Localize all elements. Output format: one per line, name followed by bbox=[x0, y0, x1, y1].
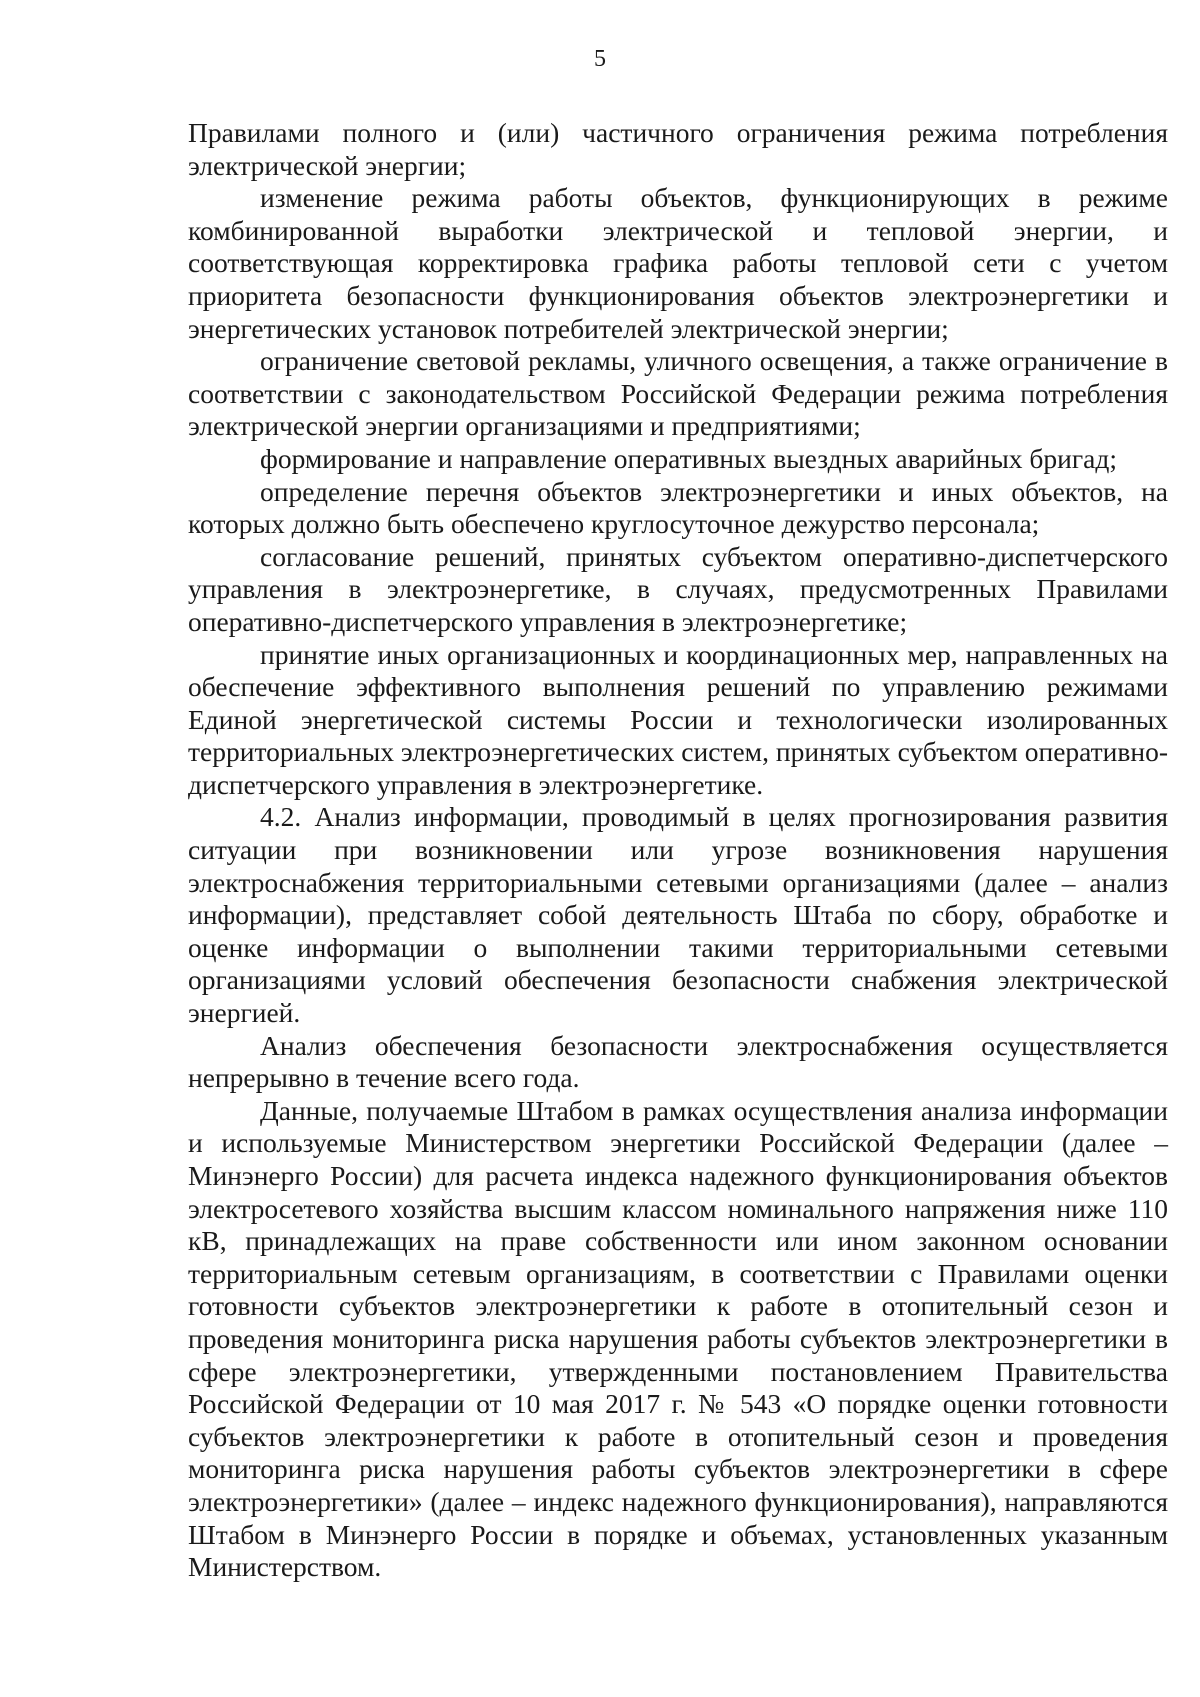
section-paragraph-4-2: 4.2. Анализ информации, проводимый в целях прогнозирования развития ситуации при возникновении или угрозе возникновения нарушения электроснабжения территориальными сетевыми организациями (далее – анализ информации), представляет собой деятельность Штаба по сбору, обработке и оценке информации о выполнении такими территориальными сетевыми организациями условий обеспечения безопасности снабжения электрической энергией. bbox=[188, 801, 1168, 1029]
paragraph: Правилами полного и (или) частичного ограничения режима потребления электрической энергии; bbox=[188, 117, 1168, 181]
paragraph: изменение режима работы объектов, функционирующих в режиме комбинированной выработки электрической и тепловой энергии, и соответствующая корректировка графика работы тепловой сети с учетом приоритета безопасности функционирования объектов электроэнергетики и энергетических установок потребителей электрической энергии; bbox=[188, 182, 1168, 344]
paragraph: согласование решений, принятых субъектом оперативно-диспетчерского управления в электроэнергетике, в случаях, предусмотренных Правилами оперативно-диспетчерского управления в электроэнергетике; bbox=[188, 540, 1168, 637]
paragraph: ограничение световой рекламы, уличного освещения, а также ограничение в соответствии с законодательством Российской Федерации режима потребления электрической энергии организациями и предприятиями; bbox=[188, 345, 1168, 442]
paragraph: Анализ обеспечения безопасности электроснабжения осуществляется непрерывно в течение всего года. bbox=[188, 1029, 1168, 1094]
paragraph: принятие иных организационных и координационных мер, направленных на обеспечение эффективного выполнения решений по управлению режимами Единой энергетической системы России и технологически изолированных территориальных электроэнергетических систем, принятых субъектом оперативно-диспетчерского управления в электроэнергетике. bbox=[188, 638, 1168, 800]
document-body bbox=[188, 117, 1168, 1584]
paragraph: определение перечня объектов электроэнергетики и иных объектов, на которых должно быть обеспечено круглосуточное дежурство персонала; bbox=[188, 475, 1168, 540]
page-number: 5 bbox=[594, 46, 606, 72]
paragraph: формирование и направление оперативных выездных аварийных бригад; bbox=[260, 442, 1117, 474]
paragraph: Данные, получаемые Штабом в рамках осуществления анализа информации и используемые Министерством энергетики Российской Федерации (далее – Минэнерго России) для расчета индекса надежного функционирования объектов электросетевого хозяйства высшим классом номинального напряжения ниже 110 кВ, принадлежащих на праве собственности или ином законном основании территориальным сетевым организациям, в соответствии с Правилами оценки готовности субъектов электроэнергетики к работе в отопительный сезон и проведения мониторинга риска нарушения работы субъектов электроэнергетики в сфере электроэнергетики, утвержденными постановлением Правительства Российской Федерации от 10 мая 2017 г. № 543 «О порядке оценки готовности субъектов электроэнергетики к работе в отопительный сезон и проведения мониторинга риска нарушения работы субъектов электроэнергетики в сфере электроэнергетики» (далее – индекс надежного функционирования), направляются Штабом в Минэнерго России в порядке и объемах, установленных указанным Министерством. bbox=[188, 1094, 1168, 1583]
